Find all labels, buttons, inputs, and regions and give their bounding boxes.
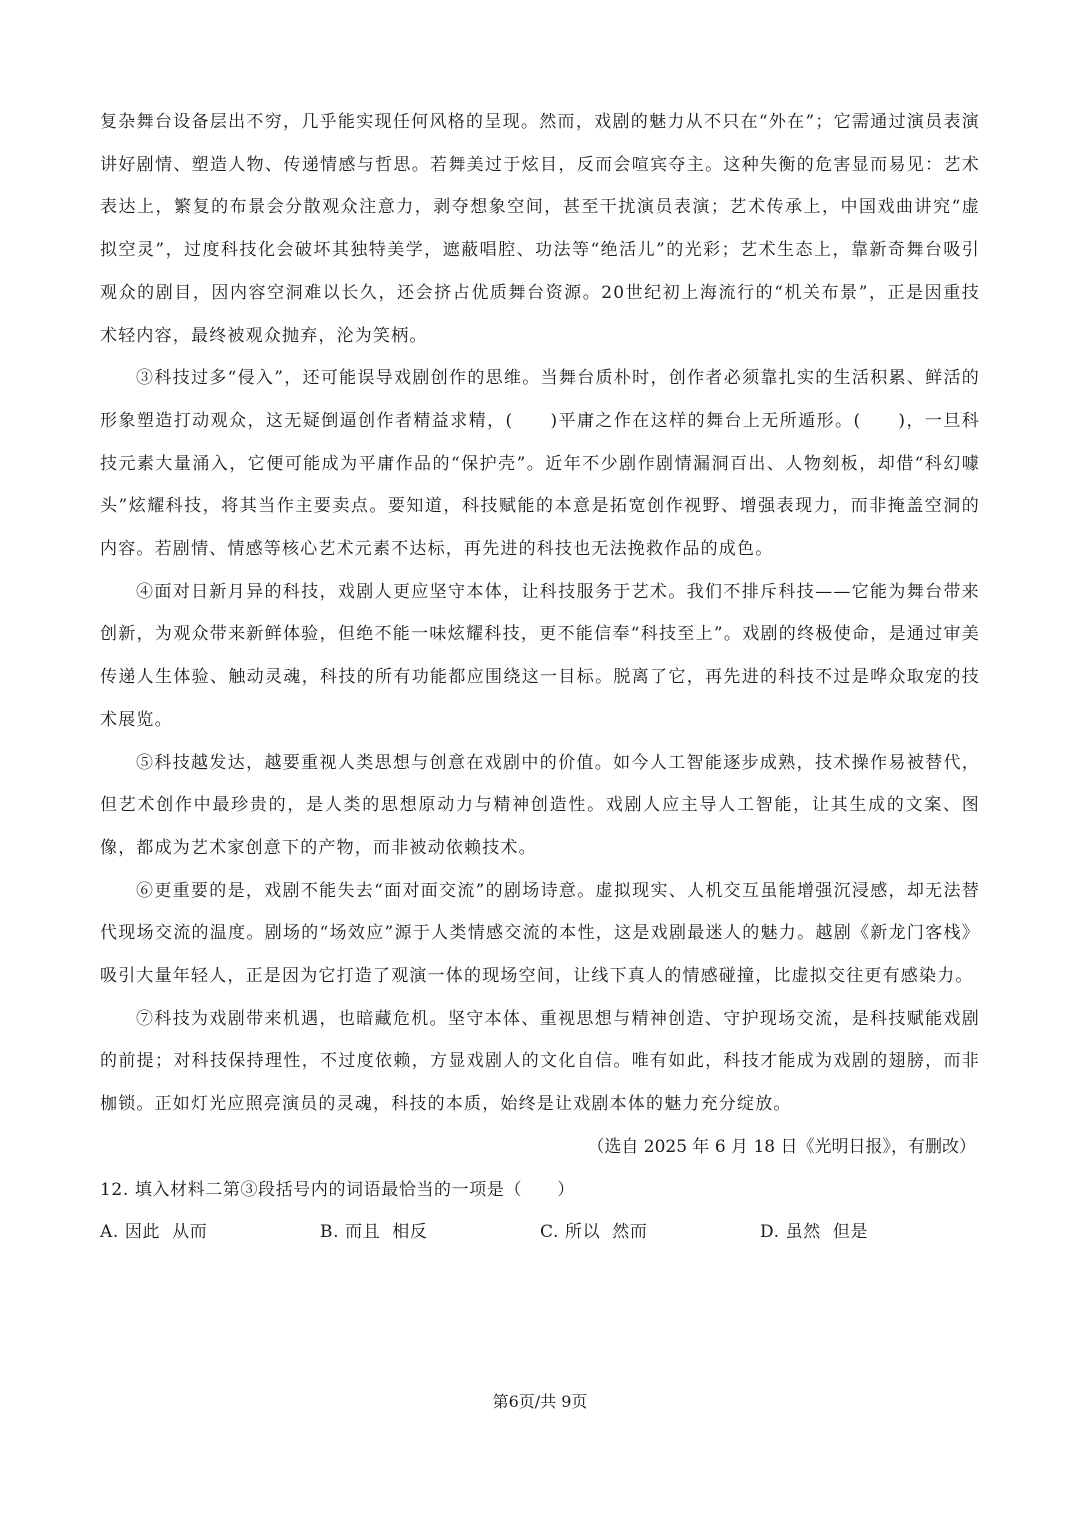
paragraph-continued: 复杂舞台设备层出不穷，几乎能实现任何风格的呈现。然而，戏剧的魅力从不只在“外在”；它需通过演员表演讲好剧情、塑造人物、传递情感与哲思。若舞美过于炫目，反而会喧宾夺主。这种失衡的危害显而易见：艺术表达上，繁复的布景会分散观众注意力，剥夺想象空间，甚至干扰演员表演；艺术传承上，中国戏曲讲究“虚拟空灵”，过度科技化会破坏其独特美学，遮蔽唱腔、功法等“绝活儿”的光彩；艺术生态上，靠新奇舞台吸引观众的剧目，因内容空洞难以长久，还会挤占优质舞台资源。20世纪初上海流行的“机关布景”，正是因重技术轻内容，最终被观众抛弃，沦为笑柄。: [100, 112, 980, 346]
option-b: B. 而且 相反: [320, 1222, 428, 1243]
source-citation: （选自 2025 年 6 月 18 日《光明日报》，有删改）: [587, 1136, 976, 1157]
document-page: [100, 101, 980, 1254]
paragraph-6: ⑥更重要的是，戏剧不能失去“面对面交流”的剧场诗意。虚拟现实、人机交互虽能增强沉浸感，却无法替代现场交流的温度。剧场的“场效应”源于人类情感交流的本性，这是戏剧最迷人的魅力。越剧《新龙门客栈》吸引大量年轻人，正是因为它打造了观演一体的现场空间，让线下真人的情感碰撞，比虚拟交往更有感染力。: [100, 880, 980, 987]
option-a: A. 因此 从而: [100, 1222, 208, 1243]
paragraph-4: ④面对日新月异的科技，戏剧人更应坚守本体，让科技服务于艺术。我们不排斥科技——它能为舞台带来创新，为观众带来新鲜体验，但绝不能一味炫耀科技，更不能信奉“科技至上”。戏剧的终极使命，是通过审美传递人生体验、触动灵魂，科技的所有功能都应围绕这一目标。脱离了它，再先进的科技不过是哗众取宠的技术展览。: [100, 581, 980, 730]
paragraph-3: ③科技过多“侵入”，还可能误导戏剧创作的思维。当舞台质朴时，创作者必须靠扎实的生活积累、鲜活的形象塑造打动观众，这无疑倒逼创作者精益求精，( )平庸之作在这样的舞台上无所遁形。( )，一旦科技元素大量涌入，它便可能成为平庸作品的“保护壳”。近年不少剧作剧情漏洞百出、人物刻板，却借“科幻噱头”炫耀科技，将其当作主要卖点。要知道，科技赋能的本意是拓宽创作视野、增强表现力，而非掩盖空洞的内容。若剧情、情感等核心艺术元素不达标，再先进的科技也无法挽救作品的成色。: [100, 368, 980, 560]
paragraph-5: ⑤科技越发达，越要重视人类思想与创意在戏剧中的价值。如今人工智能逐步成熟，技术操作易被替代，但艺术创作中最珍贵的，是人类的思想原动力与精神创造性。戏剧人应主导人工智能，让其生成的文案、图像，都成为艺术家创意下的产物，而非被动依赖技术。: [100, 752, 980, 858]
answer-options: [100, 1211, 980, 1254]
question-stem: 12. 填入材料二第③段括号内的词语最恰当的一项是（ ）: [100, 1179, 575, 1200]
option-c: C. 所以 然而: [540, 1222, 648, 1243]
paragraph-7: ⑦科技为戏剧带来机遇，也暗藏危机。坚守本体、重视思想与精神创造、守护现场交流，是科技赋能戏剧的前提；对科技保持理性，不过度依赖，方显戏剧人的文化自信。唯有如此，科技才能成为戏剧的翅膀，而非枷锁。正如灯光应照亮演员的灵魂，科技的本质，始终是让戏剧本体的魅力充分绽放。: [100, 1008, 980, 1115]
page-footer: 第6页/共 9页: [492, 1392, 588, 1411]
option-d: D. 虽然 但是: [760, 1222, 869, 1243]
